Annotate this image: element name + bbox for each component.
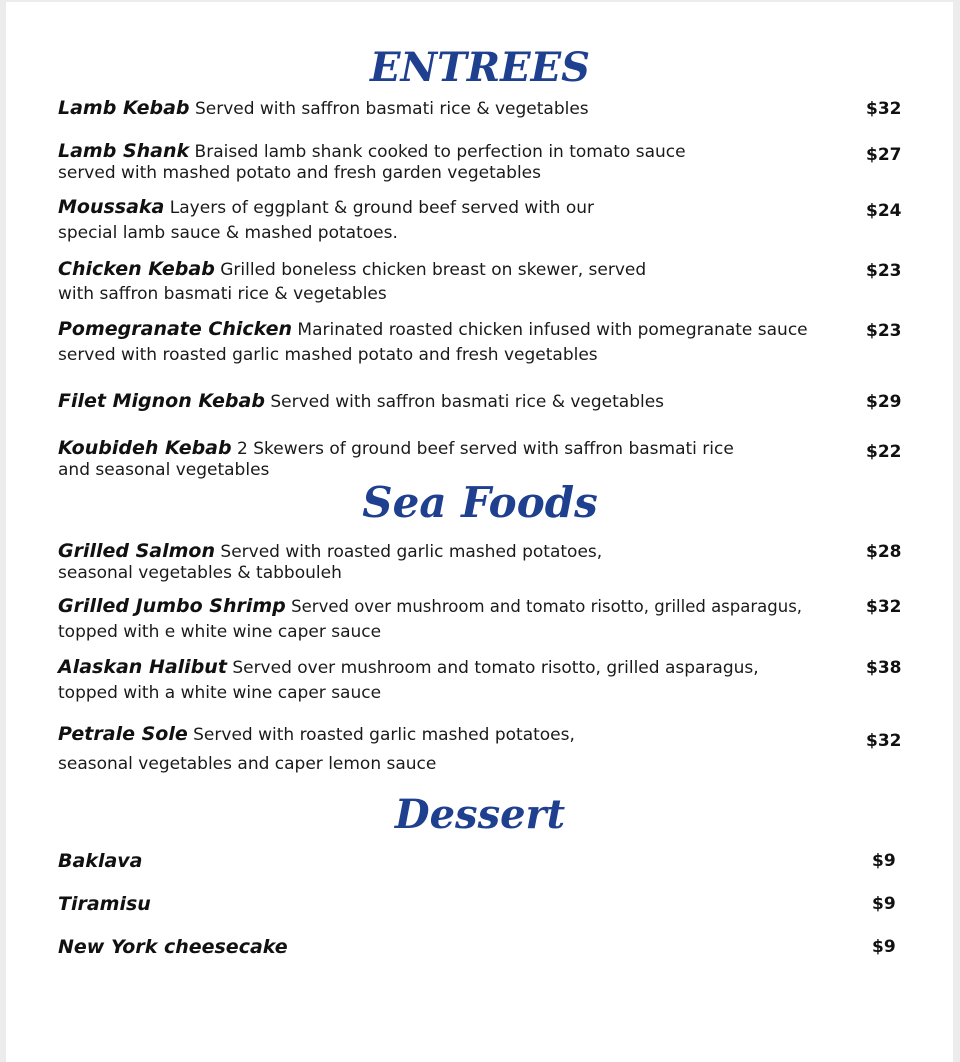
seafoods-heading: Sea Foods xyxy=(362,478,598,527)
item-description: Served with roasted garlic mashed potatoes, xyxy=(193,725,575,745)
item-description-continued: with saffron basmati rice & vegetables xyxy=(58,284,387,304)
item-name: Grilled Salmon xyxy=(58,540,216,562)
item-description: Served over mushroom and tomato risotto, grilled asparagus, xyxy=(291,597,803,616)
item-name: Baklava xyxy=(58,850,143,872)
item-price: $23 xyxy=(866,321,902,341)
entrees-heading: ENTREES xyxy=(370,44,590,91)
menu-item xyxy=(58,437,870,480)
item-name: Moussaka xyxy=(58,196,165,218)
menu-item xyxy=(58,318,870,366)
item-description: 2 Skewers of ground beef served with saffron basmati rice xyxy=(237,439,734,459)
item-price: $29 xyxy=(866,392,902,412)
item-description: Grilled boneless chicken breast on skewer, served xyxy=(220,260,647,280)
item-name: Alaskan Halibut xyxy=(58,656,227,678)
item-name: Chicken Kebab xyxy=(58,258,215,280)
item-description-continued: special lamb sauce & mashed potatoes. xyxy=(58,223,398,243)
item-price: $27 xyxy=(866,145,902,165)
menu-item xyxy=(58,196,870,244)
menu-item xyxy=(58,723,870,775)
menu-item xyxy=(58,656,870,704)
item-description-continued: seasonal vegetables & tabbouleh xyxy=(58,563,342,583)
menu-item xyxy=(58,390,870,413)
item-price: $9 xyxy=(872,851,896,871)
menu-item xyxy=(58,97,870,120)
item-price: $38 xyxy=(866,658,902,678)
item-description: Braised lamb shank cooked to perfection in tomato sauce xyxy=(194,142,686,162)
item-description-continued: served with roasted garlic mashed potato and fresh vegetables xyxy=(58,345,598,365)
item-price: $28 xyxy=(866,542,902,562)
item-price: $24 xyxy=(866,201,902,221)
item-name: Petrale Sole xyxy=(58,723,188,745)
item-name: Grilled Jumbo Shrimp xyxy=(58,595,286,617)
item-description: Served with saffron basmati rice & vegetables xyxy=(270,392,665,412)
menu-item xyxy=(58,936,870,959)
menu-item xyxy=(58,540,870,583)
item-name: Koubideh Kebab xyxy=(58,437,232,459)
item-description: Served over mushroom and tomato risotto, grilled asparagus, xyxy=(232,658,759,678)
dessert-heading: Dessert xyxy=(394,791,566,838)
item-price: $9 xyxy=(872,894,896,914)
item-description-continued: topped with e white wine caper sauce xyxy=(58,622,382,642)
menu-item xyxy=(58,595,868,643)
item-name: Tiramisu xyxy=(58,893,151,915)
item-name: Pomegranate Chicken xyxy=(58,318,293,340)
item-price: $32 xyxy=(866,597,902,617)
item-name: Lamb Kebab xyxy=(58,97,190,119)
menu-item xyxy=(58,850,870,873)
item-description-continued: and seasonal vegetables xyxy=(58,460,270,480)
item-description: Served with saffron basmati rice & vegetables xyxy=(194,99,589,119)
item-price: $22 xyxy=(866,442,902,462)
item-name: New York cheesecake xyxy=(58,936,288,958)
menu-item xyxy=(58,893,870,916)
menu-item xyxy=(58,258,870,305)
item-price: $23 xyxy=(866,261,902,281)
menu-item xyxy=(58,140,870,183)
item-name: Lamb Shank xyxy=(58,140,190,162)
item-description: Marinated roasted chicken infused with pomegranate sauce xyxy=(297,320,808,340)
item-name: Filet Mignon Kebab xyxy=(58,390,265,412)
item-description: Served with roasted garlic mashed potatoes, xyxy=(220,542,603,562)
item-description-continued: served with mashed potato and fresh garden vegetables xyxy=(58,163,541,183)
item-price: $9 xyxy=(872,937,896,957)
item-description-continued: topped with a white wine caper sauce xyxy=(58,683,382,703)
item-price: $32 xyxy=(866,731,902,751)
item-description-continued: seasonal vegetables and caper lemon sauce xyxy=(58,754,437,774)
item-price: $32 xyxy=(866,99,902,119)
item-description: Layers of eggplant & ground beef served with our xyxy=(169,198,595,218)
